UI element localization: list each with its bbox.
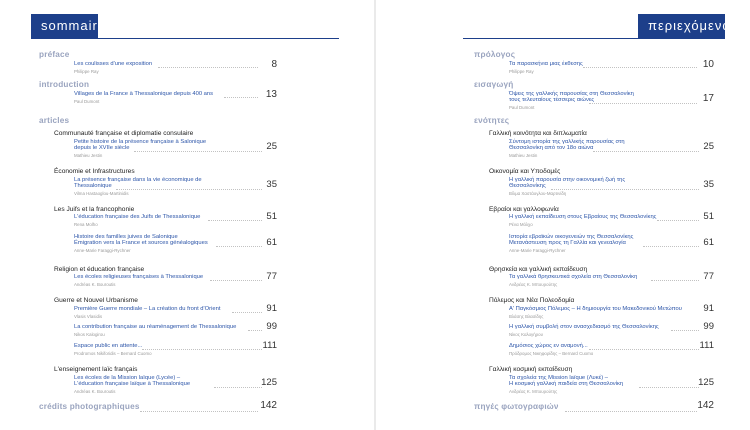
page-number[interactable]: 10 [702,59,714,70]
toc-entry-title[interactable]: Première Guerre mondiale – La création du front d'Orient [74,306,221,312]
page-number[interactable]: 125 [261,377,277,388]
sommaire-header: sommaire [31,14,98,38]
page-number[interactable]: 25 [703,141,714,152]
toc-entry-title[interactable]: Τα σχολεία της Mission laïque (Λυκέ) – [509,375,608,381]
page-number[interactable]: 61 [703,237,714,248]
toc-entry-title-line2[interactable]: τους τελευταίους τέσσερις αιώνες [509,97,595,103]
toc-entry-title[interactable]: Όψεις της γαλλικής παρουσίας στη Θεσσαλονίκη [509,91,634,97]
dot-leader [142,349,262,350]
page-number[interactable]: 91 [266,303,277,314]
page-number[interactable]: 35 [703,179,714,190]
chapter-heading: L'enseignement laïc français [54,366,138,373]
header-rule [31,38,339,39]
chapter-heading: Θρησκεία και γαλλική εκπαίδευση [489,266,588,273]
dot-leader [565,411,697,412]
page-number[interactable]: 51 [703,211,714,222]
toc-entry-author: Anne-Marie Faraggi-Rychner [509,248,566,253]
section-prologos: πρόλογος [474,50,516,59]
toc-entry-title[interactable]: Α' Παγκόσμιος Πόλεμος – Η δημιουργία του Μακεδονικού Μετώπου [509,306,682,312]
toc-entry-title-line2[interactable]: Émigration vers la France et sources généalogiques [74,240,208,246]
toc-entry-title[interactable]: Τα γαλλικά θρησκευτικά σχολεία στη Θεσσαλονίκη [509,274,638,280]
toc-entry-title[interactable]: Villages de la France à Thessalonique depuis 400 ans [74,91,214,97]
section-credits: crédits photographiques [39,402,140,411]
toc-entry-title[interactable]: Les écoles de la Mission laïque (Lycée) – [74,375,181,381]
toc-entry-author: Nikos Kalogirou [74,332,105,337]
toc-entry-title[interactable]: La présence française dans la vie économique de [74,177,202,183]
toc-entry-title[interactable]: Ιστορία εβραϊκών οικογενειών της Θεσσαλονίκης [509,234,634,240]
toc-entry-author: Andréas K. Bouroutis [74,282,116,287]
toc-entry-author: Vlasis Vlasidis [74,314,103,319]
page-number[interactable]: 61 [266,237,277,248]
dot-leader [224,97,258,98]
toc-entry-author: Νίκος Καλογήρου [509,332,544,337]
page-number[interactable]: 77 [266,271,277,282]
chapter-heading: Communauté française et diplomatie consulaire [54,130,194,137]
toc-entry-author: Πρόδρομος Νικηφορίδης – Bernard Cuomo [509,351,594,356]
page-number[interactable]: 17 [702,93,714,104]
dot-leader [551,189,699,190]
toc-entry-title[interactable]: La contribution française au réaménagement de Thessalonique [74,324,237,330]
page-number[interactable]: 99 [703,321,714,332]
toc-entry-author: Prodromos Nikiforidis – Bernard Cuomo [74,351,152,356]
toc-entry-author: Ρένα Μόλχο [509,222,533,227]
chapter-heading: Guerre et Nouvel Urbanisme [54,297,138,304]
section-enotites: ενότητες [474,116,510,125]
section-introduction: introduction [39,80,90,89]
toc-entry-title-line2[interactable]: Thessalonique [74,183,112,189]
dot-leader [208,220,262,221]
toc-entry-title[interactable]: Espace public en attente... [74,343,143,349]
page-number[interactable]: 35 [266,179,277,190]
page-number[interactable]: 8 [271,59,277,70]
chapter-heading: Εβραίοι και γαλλοφωνία [489,206,559,213]
toc-entry-author: Philippe Ray [509,69,534,74]
chapter-heading: Πόλεμος και Νέα Πολεοδομία [489,297,575,304]
page-number[interactable]: 51 [266,211,277,222]
toc-entry-author: Mathieu Jestin [74,153,103,158]
chapter-heading: Économie et Infrastructures [54,168,135,175]
toc-entry-author: Andréas K. Bouroutis [74,389,116,394]
chapter-heading: Γαλλική κοινότητα και διπλωματία [489,130,587,137]
toc-entry-author: Βλάσης Βλασίδης [509,314,544,319]
toc-entry-author: Ανδρέας Κ. Μπουρούτης [509,389,558,394]
section-articles: articles [39,116,70,125]
toc-entry-title[interactable]: Η γαλλική εκπαίδευση στους Εβραίους της Θεσσαλονίκης [509,214,657,220]
chapter-heading: Γαλλική κοσμική εκπαίδευση [489,366,573,373]
page-number[interactable]: 111 [262,340,277,351]
toc-entry-author: Rena Molho [74,222,98,227]
dot-leader [639,387,699,388]
dot-leader [589,349,699,350]
toc-entry-title[interactable]: Η γαλλική συμβολή στον ανασχεδιασμό της Θεσσαλονίκης [509,324,659,330]
section-eisagogi: εισαγωγή [474,80,514,89]
toc-entry-author: Vilma Hastaoglou-Martinidis [74,191,129,196]
page-number[interactable]: 125 [698,377,714,388]
dot-leader [158,67,258,68]
right-page-periexomena [375,0,750,430]
toc-entry-title[interactable]: L'éducation française des Juifs de Thessalonique [74,214,201,220]
toc-entry-title[interactable]: Δημόσιος χώρος εν αναμονή... [509,343,588,349]
dot-leader [140,411,258,412]
page-number[interactable]: 142 [260,400,277,411]
page-number[interactable]: 25 [266,141,277,152]
chapter-heading: Les Juifs et la francophonie [54,206,135,213]
toc-entry-author: Paul Dumont [74,99,100,104]
toc-entry-title-line2[interactable]: Θεσσαλονίκη από τον 18ο αιώνα [509,145,594,151]
section-photo-credits: πηγές φωτογραφιών [474,402,559,411]
toc-entry-title[interactable]: Histoire des familles juives de Salonique [74,234,178,240]
toc-entry-title[interactable]: Petite histoire de la présence française à Salonique [74,139,207,145]
page-number[interactable]: 99 [266,321,277,332]
chapter-heading: Religion et éducation française [54,266,145,273]
toc-entry-title[interactable]: Η γαλλική παρουσία στην οικονομική ζωή της [509,177,626,183]
chapter-heading: Οικονομία και Υποδομές [489,168,561,175]
dot-leader [593,151,699,152]
toc-entry-author: Ανδρέας Κ. Μπουρούτης [509,282,558,287]
page-number[interactable]: 111 [699,340,714,351]
toc-entry-title[interactable]: Τα παρασκήνια μιας έκθεσης [509,61,583,67]
page-number[interactable]: 13 [265,89,277,100]
dot-leader [643,246,699,247]
header-rule [463,38,725,39]
toc-entry-title-line2[interactable]: Μετανάστευση προς τη Γαλλία και γενεαλογία [509,240,626,246]
toc-entry-author: Anne-Marie Faraggi-Rychner [74,248,131,253]
toc-entry-author: Mathieu Jestin [509,153,538,158]
dot-leader [583,67,697,68]
toc-entry-title[interactable]: Σύντομη ιστορία της γαλλικής παρουσίας στη [509,139,625,145]
toc-entry-title[interactable]: Les coulisses d'une exposition [74,61,153,67]
dot-leader [116,189,262,190]
section-preface: préface [39,50,70,59]
toc-entry-title[interactable]: Les écoles religieuses françaises à Thessalonique [74,274,204,280]
periexomena-header: περιεχόμενα [638,14,725,38]
toc-entry-author: Philippe Ray [74,69,99,74]
page-number[interactable]: 142 [697,400,714,411]
toc-entry-title-line2[interactable]: Η κοσμική γαλλική παιδεία στη Θεσσαλονίκη [509,381,624,387]
toc-entry-title-line2[interactable]: depuis le XVIIe siècle [74,145,130,151]
toc-entry-title-line2[interactable]: L'éducation française laïque à Thessalonique [74,381,191,387]
toc-entry-author: Βίλμα Χαστάογλου-Μαρτινίδη [509,191,567,196]
dot-leader [134,151,262,152]
dot-leader [589,103,697,104]
toc-entry-author: Paul Dumont [509,105,535,110]
page-number[interactable]: 77 [703,271,714,282]
toc-entry-title-line2[interactable]: Θεσσαλονίκης [509,183,546,189]
page-number[interactable]: 91 [703,303,714,314]
